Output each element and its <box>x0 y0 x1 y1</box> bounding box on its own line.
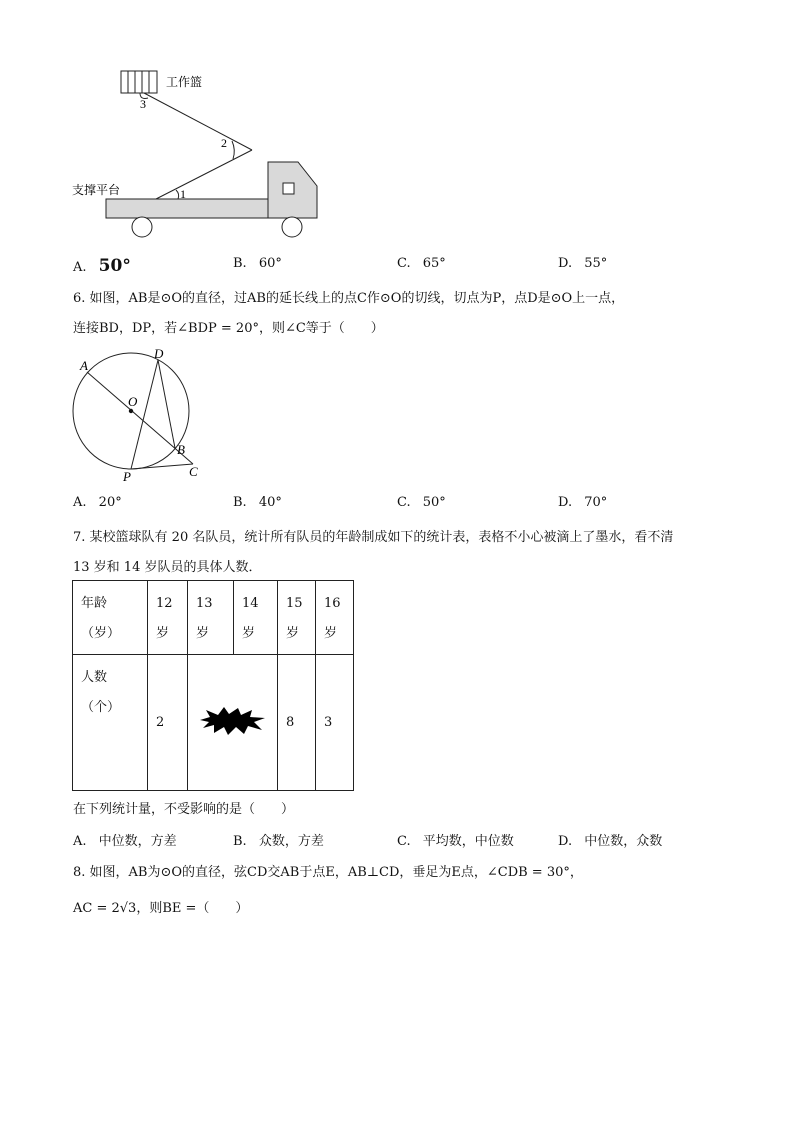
segment-dp <box>131 360 158 469</box>
q6-option-d[interactable] <box>558 495 607 510</box>
basket-label: 工作篮 <box>166 75 203 89</box>
rear-wheel <box>132 217 152 237</box>
segment-db <box>158 360 175 448</box>
platform-bed <box>106 199 270 218</box>
table-cell-count-15: 8 <box>278 655 316 791</box>
table-row-age <box>73 581 354 655</box>
ink-blot <box>198 706 268 736</box>
option-letter: C. <box>397 256 411 271</box>
angle-2-label: 2 <box>221 136 227 150</box>
option-letter: D. <box>558 256 573 271</box>
table-cell-age-13: 13 岁 <box>188 581 234 655</box>
q6-option-b[interactable] <box>233 495 282 510</box>
option-value: 65° <box>422 256 446 271</box>
q7-option-c[interactable] <box>397 830 514 849</box>
option-value: 60° <box>258 256 282 271</box>
table-header-count: 人数 （个） <box>73 655 148 791</box>
option-value: 中位数，方差 <box>98 834 177 849</box>
option-letter: C. <box>397 495 411 510</box>
option-value: 70° <box>584 495 608 510</box>
label-p: P <box>123 469 131 484</box>
option-letter: B. <box>233 256 247 271</box>
table-cell-age-16: 16 岁 <box>316 581 354 655</box>
table-cell-age-15: 15 岁 <box>278 581 316 655</box>
option-letter: C. <box>397 834 411 849</box>
angle-1-label: 1 <box>180 187 186 201</box>
q6-option-a[interactable] <box>73 495 122 510</box>
q5-figure <box>0 0 794 250</box>
option-value: 平均数，中位数 <box>422 834 514 849</box>
option-letter: A. <box>73 260 87 275</box>
front-wheel <box>282 217 302 237</box>
table-cell-count-12: 2 <box>148 655 188 791</box>
q6-stem-line2: 连接BD，DP，若∠BDP = 20°，则∠C等于（ ） <box>73 321 384 336</box>
q8-stem-line2: AC = 2√3，则BE =（ ） <box>73 901 249 916</box>
q7-stem-line2: 13 岁和 14 岁队员的具体人数． <box>73 560 262 575</box>
option-letter: B. <box>233 495 247 510</box>
option-letter: A. <box>73 495 87 510</box>
lower-arm <box>156 150 252 199</box>
q6-option-c[interactable] <box>397 495 446 510</box>
work-basket <box>121 71 157 93</box>
option-value: 众数，方差 <box>258 834 324 849</box>
q6-stem-line1: 6. 如图，AB是⊙O的直径，过AB的延长线上的点C作⊙O的切线，切点为P，点D是⊙O上一点， <box>73 291 625 306</box>
option-value: 中位数，众数 <box>584 834 663 849</box>
table-header-age: 年龄 （岁） <box>73 581 148 655</box>
option-letter: D. <box>558 495 573 510</box>
platform-label: 支撑平台 <box>72 183 121 197</box>
q7-stem-line1: 7. 某校篮球队有 20 名队员，统计所有队员的年龄制成如下的统计表，表格不小心被滴上了墨水，看不清 <box>73 530 674 545</box>
option-letter: D. <box>558 834 573 849</box>
table-cell-count-16: 3 <box>316 655 354 791</box>
q7-question: 在下列统计量，不受影响的是（ ） <box>73 802 295 817</box>
table-cell-age-14: 14 岁 <box>234 581 278 655</box>
ink-blot-cell <box>188 655 278 791</box>
table-cell-age-12: 12 岁 <box>148 581 188 655</box>
q6-figure <box>0 340 300 490</box>
q7-option-a[interactable] <box>73 830 177 849</box>
option-value: 20° <box>98 495 122 510</box>
label-c: C <box>189 464 198 479</box>
age-stat-table <box>72 580 354 791</box>
label-b: B <box>177 442 185 457</box>
q5-option-d[interactable] <box>558 256 607 271</box>
q7-option-b[interactable] <box>233 830 324 849</box>
center-point <box>129 409 133 413</box>
q7-option-d[interactable] <box>558 830 662 849</box>
q5-option-c[interactable] <box>397 256 446 271</box>
option-letter: B. <box>233 834 247 849</box>
option-value: 55° <box>584 256 608 271</box>
option-letter: A. <box>73 834 87 849</box>
option-value: 50° <box>422 495 446 510</box>
q5-option-a[interactable] <box>73 256 131 276</box>
option-value: 50° <box>98 256 131 276</box>
q5-option-b[interactable] <box>233 256 282 271</box>
label-a: A <box>80 358 88 373</box>
upper-arm <box>144 93 252 150</box>
table-row-count <box>73 655 354 791</box>
label-o: O <box>128 394 138 409</box>
label-d: D <box>154 346 164 361</box>
option-value: 40° <box>258 495 282 510</box>
angle-3-label: 3 <box>140 97 146 111</box>
q8-stem-line1: 8. 如图，AB为⊙O的直径，弦CD交AB于点E，AB⊥CD，垂足为E点，∠CDB = 30°， <box>73 865 583 880</box>
tangent-pc <box>131 464 193 469</box>
